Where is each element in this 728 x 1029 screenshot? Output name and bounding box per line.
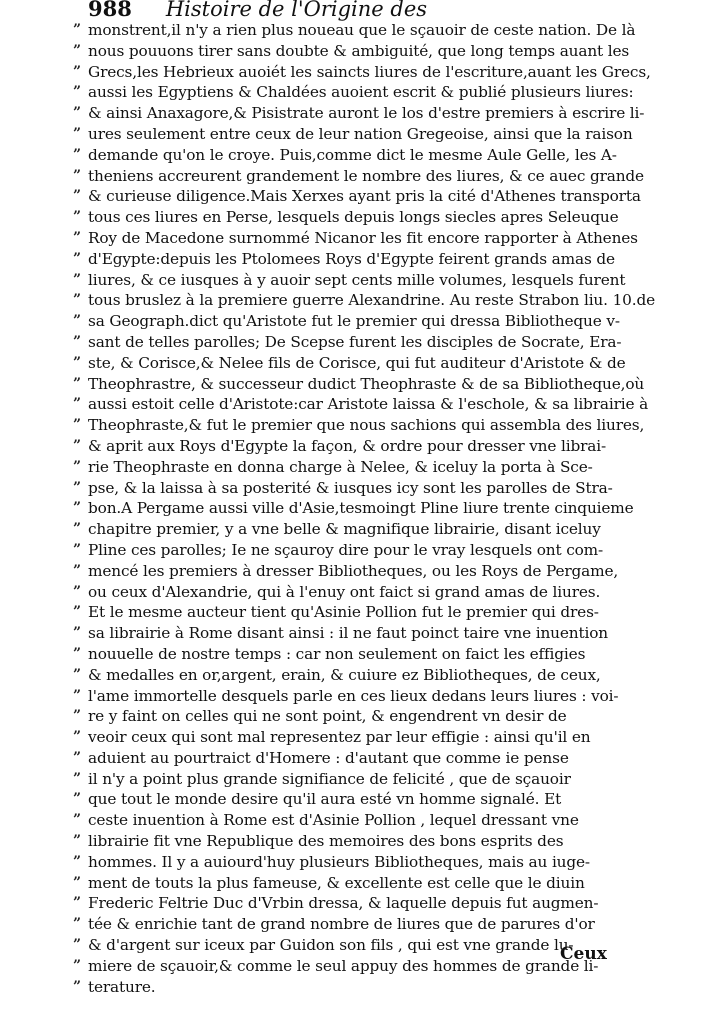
quotation-mark: ” xyxy=(73,146,81,163)
quotation-mark: ” xyxy=(73,63,81,80)
quotation-mark: ” xyxy=(73,521,81,538)
text-line xyxy=(73,748,616,769)
text-line xyxy=(73,852,616,873)
quotation-mark: ” xyxy=(73,645,81,662)
text-line xyxy=(73,249,616,270)
line-text: & medalles en or,argent, erain, & cuiure ez Bibliotheques, de ceux, xyxy=(88,665,601,684)
line-text: d'Egypte:depuis les Ptolomees Roys d'Egypte feirent grands amas de xyxy=(88,249,615,268)
line-text: bon.A Pergame aussi ville d'Asie,tesmoingt Pline liure trente cinquieme xyxy=(88,499,634,518)
line-text: tous bruslez à la premiere guerre Alexandrine. Au reste Strabon liu. 10.de xyxy=(88,291,655,310)
text-body xyxy=(73,20,655,997)
line-text: sant de telles parolles; De Scepse furent les disciples de Socrate, Era- xyxy=(88,332,622,351)
line-text: chapitre premier, y a vne belle & magnifique librairie, disant iceluy xyxy=(88,520,601,539)
line-text: ceste inuention à Rome est d'Asinie Pollion , lequel dressant vne xyxy=(88,811,579,830)
line-text: monstrent,il n'y a rien plus noueau que le sçauoir de ceste nation. De là xyxy=(88,21,636,39)
quotation-mark: ” xyxy=(73,42,81,59)
line-text: Roy de Macedone surnommé Nicanor les fit encore rapporter à Athenes xyxy=(88,228,638,247)
quotation-mark: ” xyxy=(73,666,81,683)
text-line xyxy=(73,519,616,540)
quotation-mark: ” xyxy=(73,937,81,954)
quotation-mark: ” xyxy=(73,375,81,392)
quotation-mark: ” xyxy=(73,333,81,350)
quotation-mark: ” xyxy=(73,271,81,288)
quotation-mark: ” xyxy=(73,708,81,725)
text-line xyxy=(73,20,636,41)
quotation-mark: ” xyxy=(73,292,81,309)
text-line xyxy=(73,332,622,353)
line-text: librairie fit vne Republique des memoires des bons esprits des xyxy=(88,832,564,851)
text-line xyxy=(73,789,616,810)
catchword: Ceux xyxy=(560,944,607,964)
text-line xyxy=(73,124,633,145)
quotation-mark: ” xyxy=(73,729,81,746)
line-text: ment de touts la plus fameuse, & excellente est celle que le diuin xyxy=(88,873,585,892)
quotation-mark: ” xyxy=(73,874,81,891)
line-text: Et le mesme aucteur tient qu'Asinie Pollion fut le premier qui dres- xyxy=(88,603,599,622)
text-line xyxy=(73,436,616,457)
line-text: ou ceux d'Alexandrie, qui à l'enuy ont faict si grand amas de liures. xyxy=(88,582,601,601)
line-text: que tout le monde desire qu'il aura esté vn homme signalé. Et xyxy=(88,790,562,809)
text-line xyxy=(73,290,655,311)
text-line xyxy=(73,353,626,374)
quotation-mark: ” xyxy=(73,978,81,995)
line-text: demande qu'on le croye. Puis,comme dict le mesme Aule Gelle, les A- xyxy=(88,145,617,164)
text-line xyxy=(73,311,620,332)
text-line xyxy=(73,561,619,582)
line-text: & aprit aux Roys d'Egypte la façon, & ordre pour dresser vne librai- xyxy=(88,436,607,455)
text-line xyxy=(73,769,616,790)
text-line xyxy=(73,394,649,415)
quotation-mark: ” xyxy=(73,687,81,704)
text-line xyxy=(73,166,644,187)
quotation-mark: ” xyxy=(73,770,81,787)
line-text: re y faint on celles qui ne sont point, & engendrent vn desir de xyxy=(88,707,567,726)
text-line xyxy=(73,457,616,478)
quotation-mark: ” xyxy=(73,541,81,558)
text-line xyxy=(73,706,616,727)
line-text: liures, & ce iusques à y auoir sept cents mille volumes, lesquels furent xyxy=(88,270,626,289)
text-line xyxy=(73,186,641,207)
quotation-mark: ” xyxy=(73,583,81,600)
line-text: Frederic Feltrie Duc d'Vrbin dressa, & laquelle depuis fut augmen- xyxy=(88,894,599,913)
line-text: Pline ces parolles; Ie ne sçauroy dire pour le vray lesquels ont com- xyxy=(88,540,604,559)
quotation-mark: ” xyxy=(73,313,81,330)
line-text: il n'y a point plus grande signifiance de felicité , que de sçauoir xyxy=(88,769,571,788)
text-line xyxy=(73,540,616,561)
text-line xyxy=(73,914,616,935)
line-text: ste, & Corisce,& Nelee fils de Corisce, qui fut auditeur d'Aristote & de xyxy=(88,353,626,372)
quotation-mark: ” xyxy=(73,791,81,808)
text-line xyxy=(73,228,638,249)
line-text: tous ces liures en Perse, lesquels depuis longs siecles apres Seleuque xyxy=(88,208,619,227)
text-line xyxy=(73,103,645,124)
quotation-mark: ” xyxy=(73,125,81,142)
text-line xyxy=(73,207,619,228)
text-line xyxy=(73,374,645,395)
text-line xyxy=(73,810,616,831)
text-line xyxy=(73,498,634,519)
quotation-mark: ” xyxy=(73,22,81,38)
text-line xyxy=(73,82,634,103)
line-text: & d'argent sur iceux par Guidon son fils , qui est vne grande lu- xyxy=(88,936,574,955)
text-line xyxy=(73,41,630,62)
line-text: Theophraste,& fut le premier que nous sachions qui assembla des liures, xyxy=(88,416,645,435)
line-text: & ainsi Anaxagore,& Pisistrate auront le los d'estre premiers à escrire li- xyxy=(88,104,645,123)
line-text: sa Geograph.dict qu'Aristote fut le premier qui dressa Bibliotheque v- xyxy=(88,312,620,331)
running-header xyxy=(88,0,427,21)
line-text: l'ame immortelle desquels parle en ces lieux dedans leurs liures : voi- xyxy=(88,686,619,705)
quotation-mark: ” xyxy=(73,625,81,642)
line-text: miere de sçauoir,& comme le seul appuy des hommes de grande li- xyxy=(88,956,599,975)
quotation-mark: ” xyxy=(73,417,81,434)
line-text: aussi estoit celle d'Aristote:car Aristote laissa & l'eschole, & sa librairie à xyxy=(88,395,649,414)
line-text: ures seulement entre ceux de leur nation Gregeoise, ainsi que la raison xyxy=(88,124,633,143)
text-line xyxy=(73,478,616,499)
quotation-mark: ” xyxy=(73,229,81,246)
quotation-mark: ” xyxy=(73,833,81,850)
line-text: mencé les premiers à dresser Bibliotheques, ou les Roys de Pergame, xyxy=(88,561,619,580)
line-text: tée & enrichie tant de grand nombre de liures que de parures d'or xyxy=(88,915,595,934)
text-line xyxy=(73,145,617,166)
running-title: Histoire de l'Origine des xyxy=(165,0,428,21)
quotation-mark: ” xyxy=(73,957,81,974)
text-line xyxy=(73,582,616,603)
text-line xyxy=(73,935,616,956)
text-line xyxy=(73,893,616,914)
quotation-mark: ” xyxy=(73,500,81,517)
quotation-mark: ” xyxy=(73,604,81,621)
line-text: hommes. Il y a auiourd'huy plusieurs Bibliotheques, mais au iuge- xyxy=(88,852,590,871)
quotation-mark: ” xyxy=(73,105,81,122)
quotation-mark: ” xyxy=(73,84,81,101)
text-line xyxy=(73,665,616,686)
line-text: veoir ceux qui sont mal representez par leur effigie : ainsi qu'il en xyxy=(88,728,591,747)
text-line xyxy=(73,270,626,291)
line-text: aussi les Egyptiens & Chaldées auoient escrit & publié plusieurs liures: xyxy=(88,83,634,102)
quotation-mark: ” xyxy=(73,895,81,912)
quotation-mark: ” xyxy=(73,188,81,205)
quotation-mark: ” xyxy=(73,479,81,496)
text-line xyxy=(73,831,616,852)
line-text: rie Theophraste en donna charge à Nelee, & iceluy la porta à Sce- xyxy=(88,457,593,476)
text-line xyxy=(73,727,616,748)
quotation-mark: ” xyxy=(73,250,81,267)
quotation-mark: ” xyxy=(73,437,81,454)
quotation-mark: ” xyxy=(73,749,81,766)
page-number: 988 xyxy=(88,0,132,21)
quotation-mark: ” xyxy=(73,167,81,184)
line-text: theniens accreurent grandement le nombre des liures, & ce auec grande xyxy=(88,166,644,185)
text-line xyxy=(73,956,616,977)
quotation-mark: ” xyxy=(73,812,81,829)
line-text: terature. xyxy=(88,977,156,996)
line-text: pse, & la laissa à sa posterité & iusques icy sont les parolles de Stra- xyxy=(88,478,613,497)
line-text: aduient au pourtraict d'Homere : d'autant que comme ie pense xyxy=(88,748,569,767)
line-text: Grecs,les Hebrieux auoiét les saincts liures de l'escriture,auant les Grecs, xyxy=(88,62,651,81)
text-line xyxy=(73,623,616,644)
quotation-mark: ” xyxy=(73,562,81,579)
quotation-mark: ” xyxy=(73,209,81,226)
quotation-mark: ” xyxy=(73,853,81,870)
line-text: nous pouuons tirer sans doubte & ambiguité, que long temps auant les xyxy=(88,41,630,60)
text-line xyxy=(73,62,651,83)
quotation-mark: ” xyxy=(73,916,81,933)
text-line xyxy=(73,602,616,623)
line-text: Theophrastre, & successeur dudict Theophraste & de sa Bibliotheque,où xyxy=(88,374,645,393)
line-text: & curieuse diligence.Mais Xerxes ayant pris la cité d'Athenes transporta xyxy=(88,187,641,206)
quotation-mark: ” xyxy=(73,396,81,413)
text-line xyxy=(73,977,616,998)
text-line xyxy=(73,873,616,894)
line-text: sa librairie à Rome disant ainsi : il ne faut poinct taire vne inuention xyxy=(88,624,608,643)
text-line xyxy=(73,686,619,707)
quotation-mark: ” xyxy=(73,458,81,475)
text-line xyxy=(73,644,616,665)
quotation-mark: ” xyxy=(73,354,81,371)
text-line xyxy=(73,415,645,436)
line-text: nouuelle de nostre temps : car non seulement on faict les effigies xyxy=(88,644,586,663)
